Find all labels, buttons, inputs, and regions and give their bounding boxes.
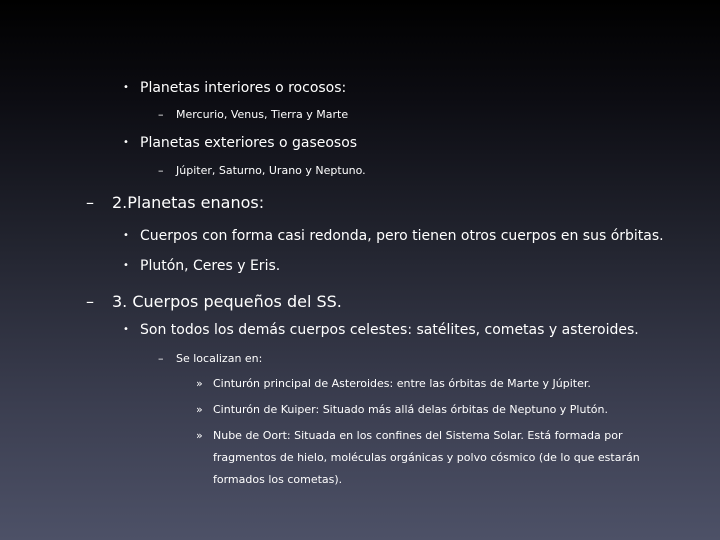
section-heading	[86, 193, 265, 212]
bullet-dash: –	[158, 164, 164, 177]
list-item	[196, 377, 591, 390]
bullet-dash: –	[158, 108, 164, 121]
bullet-chevron: »	[196, 403, 203, 416]
list-item	[123, 80, 347, 96]
item-text: 3. Cuerpos pequeños del SS.	[112, 292, 342, 311]
item-text: Cinturón principal de Asteroides: entre las órbitas de Marte y Júpiter.	[213, 377, 591, 390]
item-text: Cinturón de Kuiper: Situado más allá delas órbitas de Neptuno y Plutón.	[213, 403, 608, 416]
list-item	[158, 108, 349, 121]
bullet-chevron: »	[196, 429, 203, 442]
list-item	[123, 258, 281, 274]
bullet-dot: •	[123, 137, 129, 148]
list-item	[123, 322, 639, 338]
list-item	[123, 135, 358, 151]
bullet-dot: •	[123, 260, 129, 271]
bullet-chevron: »	[196, 377, 203, 390]
bullet-dot: •	[123, 82, 129, 93]
item-text: Plutón, Ceres y Eris.	[140, 258, 281, 274]
item-text: Son todos los demás cuerpos celestes: satélites, cometas y asteroides.	[140, 322, 639, 338]
item-text: Planetas interiores o rocosos:	[140, 80, 347, 96]
item-text: Nube de Oort: Situada en los confines del Sistema Solar. Está formada por fragmentos de hielo, moléculas orgánicas y polvo cósmico (de lo que estarán formados los cometas).	[213, 429, 640, 486]
list-item	[158, 164, 366, 177]
item-text: Planetas exteriores o gaseosos	[140, 135, 358, 151]
item-text: Cuerpos con forma casi redonda, pero tienen otros cuerpos en sus órbitas.	[140, 228, 664, 244]
item-text: Se localizan en:	[176, 352, 263, 365]
section-heading	[86, 292, 342, 311]
bullet-dash: –	[86, 292, 94, 311]
bullet-dash: –	[158, 352, 164, 365]
bullet-dash: –	[86, 193, 94, 212]
bullet-dot: •	[123, 324, 129, 335]
item-text: Júpiter, Saturno, Urano y Neptuno.	[176, 164, 366, 177]
bullet-dot: •	[123, 230, 129, 241]
list-item	[158, 352, 263, 365]
list-item	[196, 425, 653, 491]
item-text: 2.Planetas enanos:	[112, 193, 265, 212]
item-text: Mercurio, Venus, Tierra y Marte	[176, 108, 349, 121]
list-item	[196, 403, 608, 416]
list-item	[123, 228, 664, 244]
